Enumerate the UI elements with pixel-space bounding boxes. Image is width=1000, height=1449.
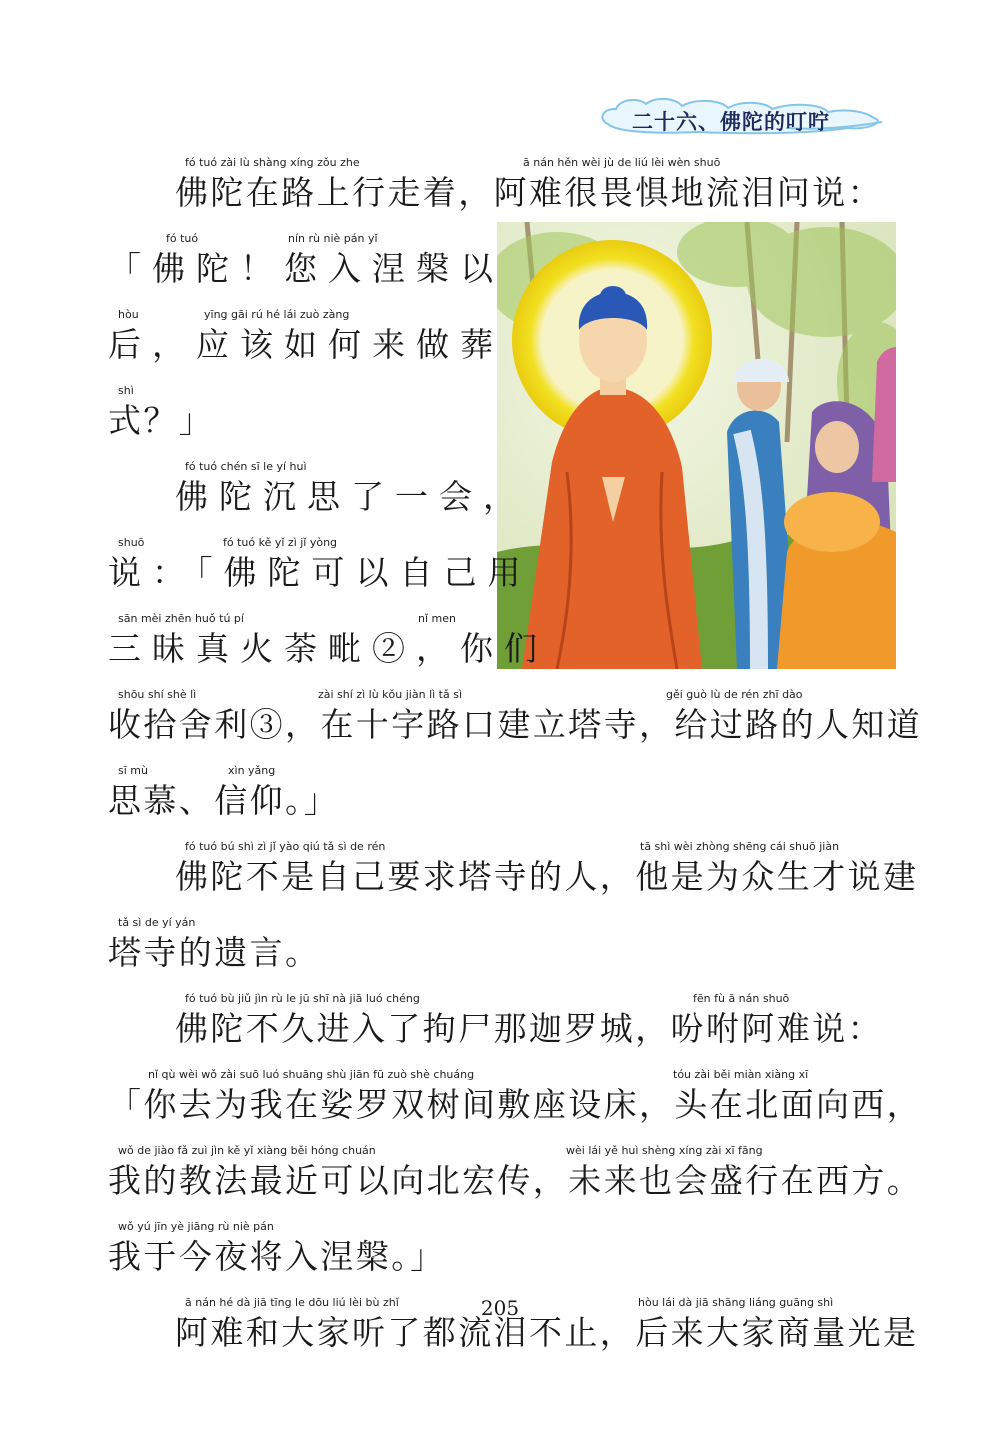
pinyin-annotation: fó tuó chén sī le yí huì <box>185 460 307 473</box>
page-number: 205 <box>480 1296 520 1320</box>
pinyin-annotation: fó tuó <box>166 232 199 245</box>
text-line-4: 式？」 <box>108 401 215 440</box>
pinyin-annotation: ā nán hé dà jiā tīng le dōu liú lèi bù zhǐ <box>185 1296 399 1309</box>
text-line-11: 塔寺的遗言。 <box>108 933 321 972</box>
pinyin-annotation: wǒ yú jīn yè jiāng rù niè pán <box>118 1220 274 1233</box>
pinyin-annotation: hòu <box>118 308 139 321</box>
pinyin-annotation: nín rù niè pán yǐ <box>288 232 378 245</box>
text-line-7: 三昧真火荼毗②，你们 <box>108 629 548 668</box>
text-line-13: 「你去为我在娑罗双树间敷座设床，头在北面向西， <box>108 1085 923 1124</box>
text-line-9: 思慕、信仰。」 <box>108 781 340 820</box>
pinyin-annotation: fó tuó bú shì zì jǐ yào qiú tǎ sì de rén <box>185 840 386 853</box>
text-line-5: 佛陀沉思了一会， <box>175 477 527 516</box>
pinyin-annotation: sī mù <box>118 764 148 777</box>
pinyin-annotation: tǎ sì de yí yán <box>118 916 196 929</box>
pinyin-annotation: wèi lái yě huì shèng xíng zài xī fāng <box>566 1144 763 1157</box>
text-line-8: 收拾舍利③，在十字路口建立塔寺，给过路的人知道 <box>108 705 923 744</box>
pinyin-annotation: nǐ qù wèi wǒ zài suō luó shuāng shù jiān fū zuò shè chuáng <box>148 1068 475 1081</box>
chapter-title: 二十六、佛陀的叮咛 <box>632 110 830 134</box>
pinyin-annotation: fēn fù ā nán shuō <box>693 992 790 1005</box>
pinyin-annotation: xìn yǎng <box>228 764 276 777</box>
pinyin-annotation: ā nán hěn wèi jù de liú lèi wèn shuō <box>523 156 721 169</box>
text-line-6: 说：「佛陀可以自己用 <box>108 553 532 592</box>
pinyin-annotation: shōu shí shè lì <box>118 688 197 701</box>
text-line-14: 我的教法最近可以向北宏传，未来也会盛行在西方。 <box>108 1161 923 1200</box>
pinyin-annotation: shuō <box>118 536 145 549</box>
pinyin-annotation: hòu lái dà jiā shāng liáng guāng shì <box>638 1296 834 1309</box>
pinyin-annotation: tā shì wèi zhòng shēng cái shuō jiàn <box>640 840 840 853</box>
pinyin-annotation: zài shí zì lù kǒu jiàn lì tǎ sì <box>318 688 463 701</box>
text-line-2: 「佛陀！您入涅槃以 <box>108 249 504 288</box>
text-line-3: 后，应该如何来做葬 <box>108 325 504 364</box>
pinyin-annotation: fó tuó bù jiǔ jìn rù le jū shī nà jiā luó chéng <box>185 992 420 1005</box>
text-line-1: 佛陀在路上行走着，阿难很畏惧地流泪问说： <box>175 173 883 212</box>
pinyin-annotation: gěi guò lù de rén zhī dào <box>666 688 803 701</box>
pinyin-annotation: shì <box>118 384 134 397</box>
text-line-16: 阿难和大家听了都流泪不止，后来大家商量光是 <box>175 1313 919 1352</box>
pinyin-annotation: wǒ de jiào fǎ zuì jìn kě yǐ xiàng běi hóng chuán <box>118 1144 376 1157</box>
pinyin-annotation: nǐ men <box>418 612 456 625</box>
pinyin-annotation: fó tuó zài lù shàng xíng zǒu zhe <box>185 156 360 169</box>
text-line-10: 佛陀不是自己要求塔寺的人，他是为众生才说建 <box>175 857 919 896</box>
text-line-15: 我于今夜将入涅槃。」 <box>108 1237 446 1276</box>
buddha-illustration <box>497 222 896 669</box>
chapter-title-banner <box>596 94 886 140</box>
pinyin-annotation: fó tuó kě yǐ zì jǐ yòng <box>223 536 338 549</box>
text-line-12: 佛陀不久进入了拘尸那迦罗城，吩咐阿难说： <box>175 1009 883 1048</box>
buddha-with-disciples-image <box>497 222 896 669</box>
pinyin-annotation: yīng gāi rú hé lái zuò zàng <box>204 308 350 321</box>
pinyin-annotation: sān mèi zhēn huǒ tú pí <box>118 612 244 625</box>
pinyin-annotation: tóu zài běi miàn xiàng xī <box>673 1068 809 1081</box>
